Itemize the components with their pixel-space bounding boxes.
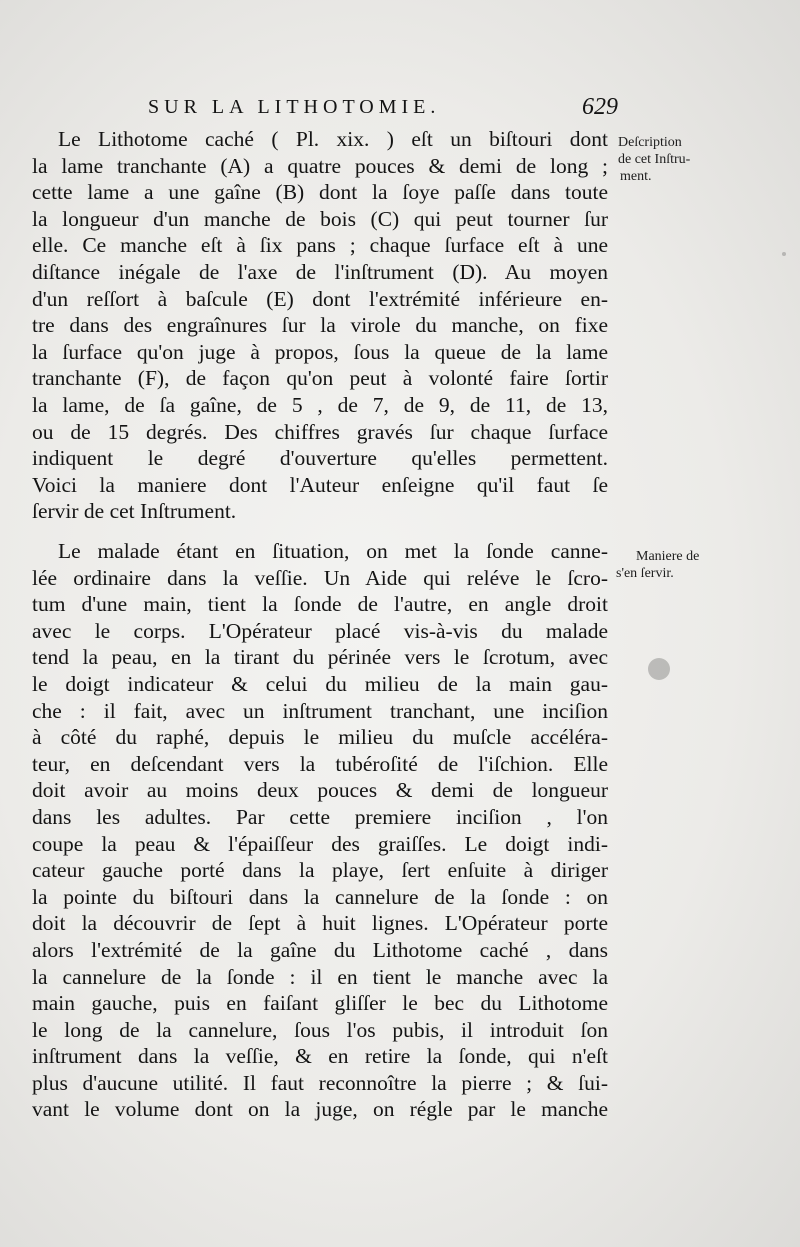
text-line: avec le corps. L'Opérateur placé vis-à-vis du malade <box>32 618 608 643</box>
text-line: alors l'extrémité de la gaîne du Lithotome caché , dans <box>32 937 608 962</box>
margin-note-line: ment. <box>620 169 652 184</box>
text-line: la lame tranchante (A) a quatre pouces & demi de long ; <box>32 153 608 178</box>
running-head <box>148 96 618 126</box>
text-line: main gauche, puis en faiſant gliſſer le bec du Lithotome <box>32 991 608 1016</box>
ink-blot <box>648 658 670 680</box>
text-line: ou de 15 degrés. Des chiffres gravés ſur chaque ſurface <box>32 419 608 444</box>
text-line: la ſurface qu'on juge à propos, ſous la queue de la lame <box>32 339 608 364</box>
margin-note-line: Maniere de <box>636 549 700 564</box>
text-line: teur, en deſcendant vers la tubéroſité de l'iſchion. Elle <box>32 751 608 776</box>
margin-note-line: de cet Inſtru- <box>618 152 691 167</box>
text-line: cateur gauche porté dans la playe, ſert enſuite à diriger <box>32 858 608 883</box>
text-line: vant le volume dont on la juge, on régle par le manche <box>32 1097 608 1122</box>
text-line: la lame, de ſa gaîne, de 5 , de 7, de 9, de 11, de 13, <box>32 392 608 417</box>
ink-speck <box>782 252 786 256</box>
text-line: indiquent le degré d'ouverture qu'elles permettent. <box>32 446 608 471</box>
text-line: tranchante (F), de façon qu'on peut à volonté faire ſortir <box>32 366 608 391</box>
text-line: che : il fait, avec un inſtrument tranchant, une inciſion <box>32 698 608 723</box>
text-line: à côté du raphé, depuis le milieu du muſcle accéléra- <box>32 725 608 750</box>
text-line: ſervir de cet Inſtrument. <box>32 499 237 524</box>
text-line: Le malade étant en ſituation, on met la ſonde canne- <box>58 539 608 563</box>
text-line: doit avoir au moins deux pouces & demi de longueur <box>32 778 608 803</box>
margin-note-line: s'en ſervir. <box>616 566 674 581</box>
text-line: Le Lithotome caché ( Pl. xix. ) eſt un biſtouri dont <box>58 127 608 151</box>
running-title: SUR LA LITHOTOMIE. <box>148 96 441 118</box>
text-line: le doigt indicateur & celui du milieu de la main gau- <box>32 671 608 696</box>
margin-note-usage <box>616 548 700 582</box>
text-line: d'un reſſort à baſcule (E) dont l'extrémité inférieure en- <box>32 286 608 311</box>
text-line: elle. Ce manche eſt à ſix pans ; chaque ſurface eſt à une <box>32 233 608 258</box>
text-line: la pointe du biſtouri dans la cannelure de la ſonde : on <box>32 884 608 909</box>
text-line: inſtrument dans la veſſie, & en retire la ſonde, qui n'eſt <box>32 1044 608 1069</box>
paragraph-procedure <box>32 538 608 1123</box>
text-line: doit la découvrir de ſept à huit lignes. L'Opérateur porte <box>32 911 608 936</box>
text-line: la cannelure de la ſonde : il en tient le manche avec la <box>32 964 608 989</box>
margin-note-description <box>618 134 690 185</box>
page-number: 629 <box>582 94 618 120</box>
text-line: coupe la peau & l'épaiſſeur des graiſſes. Le doigt indi- <box>32 831 608 856</box>
text-line: tum d'une main, tient la ſonde de l'autre, en angle droit <box>32 592 608 617</box>
text-line: plus d'aucune utilité. Il faut reconnoître la pierre ; & ſui- <box>32 1070 608 1095</box>
text-line: le long de la cannelure, ſous l'os pubis, il introduit ſon <box>32 1017 608 1042</box>
text-line: diſtance inégale de l'axe de l'inſtrument (D). Au moyen <box>32 259 608 284</box>
text-line: Voici la maniere dont l'Auteur enſeigne qu'il faut ſe <box>32 472 608 497</box>
text-line: la longueur d'un manche de bois (C) qui peut tourner ſur <box>32 206 608 231</box>
text-line: tre dans des engraînures ſur la virole du manche, on fixe <box>32 313 608 338</box>
paragraph-description <box>32 126 608 525</box>
text-line: lée ordinaire dans la veſſie. Un Aide qui reléve le ſcro- <box>32 565 608 590</box>
text-line: cette lame a une gaîne (B) dont la ſoye paſſe dans toute <box>32 180 608 205</box>
text-line: tend la peau, en la tirant du périnée vers le ſcrotum, avec <box>32 645 608 670</box>
margin-note-line: Deſcription <box>618 135 682 150</box>
text-line: dans les adultes. Par cette premiere inciſion , l'on <box>32 804 608 829</box>
